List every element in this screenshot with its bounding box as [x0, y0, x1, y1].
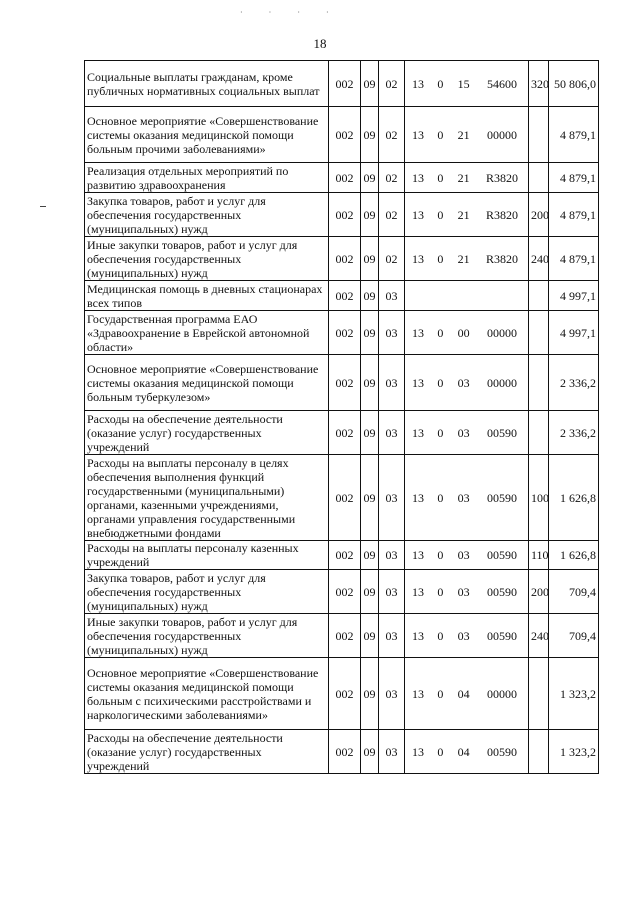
amount: 50 806,0 [549, 61, 599, 107]
section-code: 09 [361, 311, 379, 355]
ministry-code: 002 [329, 281, 361, 311]
ministry-code: 002 [329, 658, 361, 730]
ministry-code: 002 [329, 730, 361, 774]
program-code: 13 [412, 686, 424, 701]
event-code: 00 [457, 325, 470, 340]
event-code: 21 [457, 207, 470, 222]
subsection-code: 02 [379, 237, 405, 281]
table-row [85, 193, 599, 237]
subprogram-code: 0 [437, 744, 444, 759]
ministry-code: 002 [329, 311, 361, 355]
program-code: 13 [412, 325, 424, 340]
target-article-parts [407, 77, 526, 91]
direction-code: 00590 [486, 744, 517, 759]
event-code: 04 [457, 686, 470, 701]
section-code: 09 [361, 730, 379, 774]
expense-type-code: 100 [529, 455, 549, 541]
target-article-parts [407, 208, 526, 222]
expense-name: Иные закупки товаров, работ и услуг для обеспечения государственных (муниципальных) нужд [85, 237, 329, 281]
target-article-code [405, 355, 529, 411]
program-code: 13 [412, 490, 424, 505]
direction-code: 00590 [486, 584, 517, 599]
table-row [85, 61, 599, 107]
table-row [85, 570, 599, 614]
target-article-parts [407, 687, 526, 701]
expense-name: Закупка товаров, работ и услуг для обеспечения государственных (муниципальных) нужд [85, 193, 329, 237]
program-code: 13 [412, 76, 424, 91]
subsection-code: 02 [379, 193, 405, 237]
subsection-code: 03 [379, 281, 405, 311]
section-code: 09 [361, 237, 379, 281]
target-article-code [405, 570, 529, 614]
subsection-code: 03 [379, 541, 405, 570]
expense-name: Иные закупки товаров, работ и услуг для обеспечения государственных (муниципальных) нужд [85, 614, 329, 658]
program-code: 13 [412, 127, 424, 142]
event-code: 03 [457, 584, 470, 599]
program-code: 13 [412, 584, 424, 599]
amount: 1 626,8 [549, 455, 599, 541]
target-article-code [405, 281, 529, 311]
event-code: 21 [457, 170, 470, 185]
subprogram-code: 0 [437, 170, 444, 185]
ministry-code: 002 [329, 237, 361, 281]
target-article-parts [407, 326, 526, 340]
expense-type-code: 240 [529, 237, 549, 281]
table-row [85, 355, 599, 411]
program-code: 13 [412, 628, 424, 643]
expense-name: Расходы на обеспечение деятельности (оказание услуг) государственных учреждений [85, 411, 329, 455]
expense-type-code [529, 281, 549, 311]
target-article-parts [407, 585, 526, 599]
section-code: 09 [361, 541, 379, 570]
direction-code: 00590 [486, 490, 517, 505]
subsection-code: 03 [379, 614, 405, 658]
direction-code: 54600 [486, 76, 517, 91]
target-article-code [405, 237, 529, 281]
direction-code: 00590 [486, 425, 517, 440]
target-article-parts [407, 252, 526, 266]
expense-name: Основное мероприятие «Совершенствование системы оказания медицинской помощи больным с психическими расстройствами и наркологическими заболеваниями» [85, 658, 329, 730]
subprogram-code: 0 [437, 425, 444, 440]
ministry-code: 002 [329, 163, 361, 193]
amount: 4 879,1 [549, 163, 599, 193]
expense-type-code: 200 [529, 193, 549, 237]
subsection-code: 03 [379, 658, 405, 730]
target-article-code [405, 107, 529, 163]
subsection-code: 03 [379, 311, 405, 355]
event-code: 03 [457, 628, 470, 643]
subsection-code: 02 [379, 61, 405, 107]
expense-name: Медицинская помощь в дневных стационарах всех типов [85, 281, 329, 311]
amount: 4 997,1 [549, 311, 599, 355]
direction-code: R3820 [485, 251, 518, 266]
subprogram-code: 0 [437, 686, 444, 701]
expense-name: Реализация отдельных мероприятий по развитию здравоохранения [85, 163, 329, 193]
table-row [85, 107, 599, 163]
event-code: 15 [457, 76, 470, 91]
target-article-code [405, 658, 529, 730]
ministry-code: 002 [329, 107, 361, 163]
subsection-code: 02 [379, 163, 405, 193]
target-article-parts [407, 548, 526, 562]
amount: 709,4 [549, 570, 599, 614]
subprogram-code: 0 [437, 548, 444, 562]
target-article-code [405, 614, 529, 658]
ministry-code: 002 [329, 570, 361, 614]
program-code: 13 [412, 375, 424, 390]
subprogram-code: 0 [437, 628, 444, 643]
amount: 4 997,1 [549, 281, 599, 311]
expense-type-code [529, 107, 549, 163]
ministry-code: 002 [329, 614, 361, 658]
target-article-code [405, 455, 529, 541]
section-code: 09 [361, 570, 379, 614]
table-row [85, 163, 599, 193]
expense-name: Государственная программа ЕАО «Здравоохранение в Еврейской автономной области» [85, 311, 329, 355]
amount: 2 336,2 [549, 355, 599, 411]
event-code: 03 [457, 548, 470, 562]
direction-code: 00590 [486, 628, 517, 643]
subprogram-code: 0 [437, 251, 444, 266]
subsection-code: 03 [379, 730, 405, 774]
amount: 1 323,2 [549, 658, 599, 730]
expense-type-code: 110 [529, 541, 549, 570]
target-article-parts [407, 376, 526, 390]
subsection-code: 03 [379, 455, 405, 541]
expense-type-code: 240 [529, 614, 549, 658]
expense-type-code: 200 [529, 570, 549, 614]
budget-table [84, 60, 599, 774]
expense-name: Социальные выплаты гражданам, кроме публичных нормативных социальных выплат [85, 61, 329, 107]
program-code: 13 [412, 207, 424, 222]
expense-name: Закупка товаров, работ и услуг для обеспечения государственных (муниципальных) нужд [85, 570, 329, 614]
amount: 1 323,2 [549, 730, 599, 774]
expense-type-code [529, 658, 549, 730]
table-row [85, 730, 599, 774]
amount: 709,4 [549, 614, 599, 658]
subprogram-code: 0 [437, 490, 444, 505]
target-article-parts [407, 426, 526, 440]
target-article-code [405, 163, 529, 193]
ministry-code: 002 [329, 355, 361, 411]
target-article-code [405, 541, 529, 570]
subprogram-code: 0 [437, 375, 444, 390]
target-article-parts [407, 629, 526, 643]
subsection-code: 03 [379, 570, 405, 614]
expense-name: Расходы на выплаты персоналу в целях обеспечения выполнения функций государственными (муниципальными) органами, казенными учреждениями, органами управления государственными внебюджетными фондами [85, 455, 329, 541]
subprogram-code: 0 [437, 76, 444, 91]
table-row [85, 658, 599, 730]
event-code: 03 [457, 375, 470, 390]
scan-artifact: · · · · [240, 8, 341, 17]
direction-code: 00000 [486, 127, 517, 142]
section-code: 09 [361, 455, 379, 541]
event-code: 03 [457, 425, 470, 440]
direction-code: R3820 [485, 207, 518, 222]
ministry-code: 002 [329, 455, 361, 541]
direction-code: 00000 [486, 686, 517, 701]
subsection-code: 03 [379, 355, 405, 411]
subprogram-code: 0 [437, 207, 444, 222]
expense-name: Расходы на выплаты персоналу казенных учреждений [85, 541, 329, 570]
table-row [85, 311, 599, 355]
amount: 4 879,1 [549, 237, 599, 281]
program-code: 13 [412, 170, 424, 185]
section-code: 09 [361, 614, 379, 658]
expense-name: Основное мероприятие «Совершенствование системы оказания медицинской помощи больным прочими заболеваниями» [85, 107, 329, 163]
table-row [85, 237, 599, 281]
section-code: 09 [361, 658, 379, 730]
subprogram-code: 0 [437, 127, 444, 142]
ministry-code: 002 [329, 541, 361, 570]
direction-code: 00590 [486, 548, 517, 562]
ministry-code: 002 [329, 411, 361, 455]
amount: 4 879,1 [549, 107, 599, 163]
expense-type-code [529, 411, 549, 455]
section-code: 09 [361, 355, 379, 411]
ministry-code: 002 [329, 61, 361, 107]
subsection-code: 02 [379, 107, 405, 163]
event-code: 21 [457, 251, 470, 266]
program-code: 13 [412, 425, 424, 440]
expense-name: Расходы на обеспечение деятельности (оказание услуг) государственных учреждений [85, 730, 329, 774]
target-article-code [405, 411, 529, 455]
amount: 4 879,1 [549, 193, 599, 237]
amount: 1 626,8 [549, 541, 599, 570]
table-row [85, 411, 599, 455]
program-code: 13 [412, 744, 424, 759]
amount: 2 336,2 [549, 411, 599, 455]
target-article-parts [407, 745, 526, 759]
expense-type-code: 320 [529, 61, 549, 107]
direction-code: 00000 [486, 325, 517, 340]
margin-mark [40, 206, 46, 207]
section-code: 09 [361, 61, 379, 107]
direction-code: 00000 [486, 375, 517, 390]
expense-type-code [529, 311, 549, 355]
subsection-code: 03 [379, 411, 405, 455]
direction-code: R3820 [485, 170, 518, 185]
target-article-parts [407, 171, 526, 185]
program-code: 13 [412, 548, 424, 562]
expense-type-code [529, 163, 549, 193]
target-article-code [405, 730, 529, 774]
event-code: 03 [457, 490, 470, 505]
program-code: 13 [412, 251, 424, 266]
section-code: 09 [361, 281, 379, 311]
expense-name: Основное мероприятие «Совершенствование системы оказания медицинской помощи больным туберкулезом» [85, 355, 329, 411]
event-code: 21 [457, 127, 470, 142]
ministry-code: 002 [329, 193, 361, 237]
table-row [85, 281, 599, 311]
section-code: 09 [361, 163, 379, 193]
table-row [85, 541, 599, 570]
target-article-code [405, 193, 529, 237]
subprogram-code: 0 [437, 325, 444, 340]
target-article-code [405, 61, 529, 107]
section-code: 09 [361, 107, 379, 163]
expense-type-code [529, 730, 549, 774]
section-code: 09 [361, 411, 379, 455]
target-article-code [405, 311, 529, 355]
table-row [85, 614, 599, 658]
expense-type-code [529, 355, 549, 411]
page-number: 18 [313, 36, 327, 51]
table-row [85, 455, 599, 541]
subprogram-code: 0 [437, 584, 444, 599]
event-code: 04 [457, 744, 470, 759]
target-article-parts [407, 491, 526, 505]
section-code: 09 [361, 193, 379, 237]
target-article-parts [407, 128, 526, 142]
